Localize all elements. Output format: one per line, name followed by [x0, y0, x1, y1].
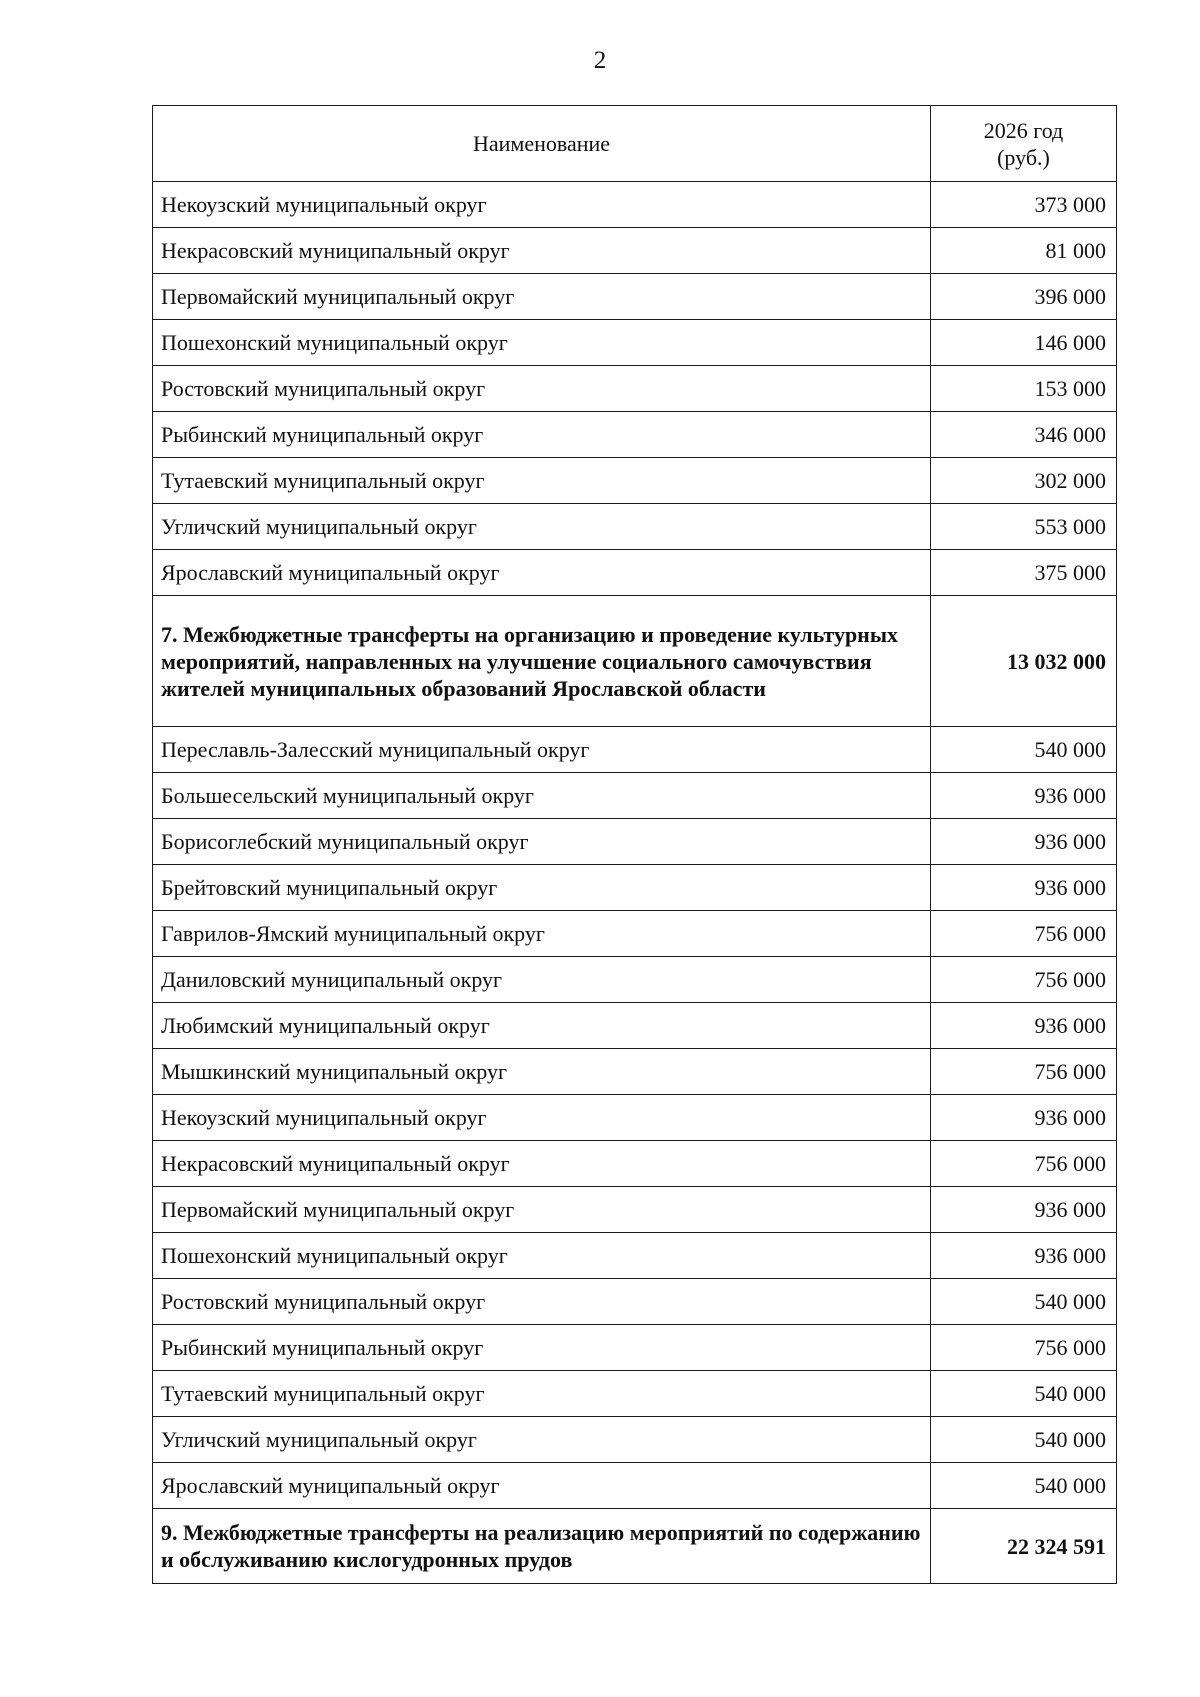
header-year-unit: (руб.) — [997, 144, 1050, 170]
row-name: Любимский муниципальный округ — [153, 1003, 931, 1049]
row-value: 936 000 — [931, 773, 1117, 819]
table-row — [153, 727, 1117, 773]
table-row — [153, 1049, 1117, 1095]
row-value: 756 000 — [931, 957, 1117, 1003]
row-name: Пошехонский муниципальный округ — [153, 320, 931, 366]
table-row — [153, 458, 1117, 504]
row-name: Первомайский муниципальный округ — [153, 1187, 931, 1233]
table-row — [153, 412, 1117, 458]
row-name: Ростовский муниципальный округ — [153, 366, 931, 412]
row-value: 373 000 — [931, 182, 1117, 228]
table-row — [153, 1417, 1117, 1463]
row-value: 396 000 — [931, 274, 1117, 320]
table-row — [153, 1279, 1117, 1325]
row-name: Тутаевский муниципальный округ — [153, 458, 931, 504]
section-row — [153, 596, 1117, 727]
row-value: 936 000 — [931, 1187, 1117, 1233]
row-value: 540 000 — [931, 1371, 1117, 1417]
row-name: Даниловский муниципальный округ — [153, 957, 931, 1003]
section-title: 7. Межбюджетные трансферты на организацию и проведение культурных мероприятий, направленных на улучшение социального самочувствия жителей муниципальных образований Ярославской области — [153, 596, 931, 727]
row-name: Ярославский муниципальный округ — [153, 1463, 931, 1509]
row-value: 756 000 — [931, 911, 1117, 957]
table-row — [153, 819, 1117, 865]
table-row — [153, 1463, 1117, 1509]
row-name: Борисоглебский муниципальный округ — [153, 819, 931, 865]
row-value: 540 000 — [931, 1417, 1117, 1463]
table-row — [153, 1095, 1117, 1141]
row-name: Гаврилов-Ямский муниципальный округ — [153, 911, 931, 957]
row-value: 540 000 — [931, 727, 1117, 773]
row-name: Угличский муниципальный округ — [153, 1417, 931, 1463]
row-name: Ярославский муниципальный округ — [153, 550, 931, 596]
row-name: Некрасовский муниципальный округ — [153, 1141, 931, 1187]
row-name: Пошехонский муниципальный округ — [153, 1233, 931, 1279]
row-value: 346 000 — [931, 412, 1117, 458]
section-total: 13 032 000 — [931, 596, 1117, 727]
row-value: 936 000 — [931, 819, 1117, 865]
table-row — [153, 1003, 1117, 1049]
row-name: Некрасовский муниципальный округ — [153, 228, 931, 274]
section-total: 22 324 591 — [931, 1509, 1117, 1584]
table-row — [153, 1371, 1117, 1417]
row-value: 153 000 — [931, 366, 1117, 412]
budget-table — [152, 105, 1117, 1584]
table-row — [153, 1187, 1117, 1233]
row-name: Рыбинский муниципальный округ — [153, 412, 931, 458]
table-row — [153, 957, 1117, 1003]
row-value: 936 000 — [931, 865, 1117, 911]
table-row — [153, 366, 1117, 412]
row-value: 302 000 — [931, 458, 1117, 504]
table-row — [153, 773, 1117, 819]
row-name: Ростовский муниципальный округ — [153, 1279, 931, 1325]
row-name: Мышкинский муниципальный округ — [153, 1049, 931, 1095]
table-row — [153, 1141, 1117, 1187]
header-year — [931, 106, 1117, 182]
row-value: 936 000 — [931, 1003, 1117, 1049]
row-value: 936 000 — [931, 1095, 1117, 1141]
table-row — [153, 182, 1117, 228]
table-row — [153, 274, 1117, 320]
page-number: 2 — [593, 47, 607, 74]
row-value: 756 000 — [931, 1325, 1117, 1371]
table-row — [153, 1233, 1117, 1279]
row-value: 756 000 — [931, 1141, 1117, 1187]
table-row — [153, 320, 1117, 366]
header-name: Наименование — [153, 106, 931, 182]
row-name: Первомайский муниципальный округ — [153, 274, 931, 320]
table-row — [153, 1325, 1117, 1371]
header-year-label: 2026 год — [983, 117, 1064, 143]
row-name: Угличский муниципальный округ — [153, 504, 931, 550]
section-title: 9. Межбюджетные трансферты на реализацию мероприятий по содержанию и обслуживанию кислогудронных прудов — [153, 1509, 931, 1584]
row-name: Рыбинский муниципальный округ — [153, 1325, 931, 1371]
row-value: 936 000 — [931, 1233, 1117, 1279]
row-value: 540 000 — [931, 1279, 1117, 1325]
row-name: Некоузский муниципальный округ — [153, 182, 931, 228]
row-name: Большесельский муниципальный округ — [153, 773, 931, 819]
row-name: Брейтовский муниципальный округ — [153, 865, 931, 911]
table-row — [153, 911, 1117, 957]
row-name: Переславль-Залесский муниципальный округ — [153, 727, 931, 773]
row-name: Тутаевский муниципальный округ — [153, 1371, 931, 1417]
row-name: Некоузский муниципальный округ — [153, 1095, 931, 1141]
table-header-row — [153, 106, 1117, 182]
row-value: 375 000 — [931, 550, 1117, 596]
row-value: 756 000 — [931, 1049, 1117, 1095]
table-row — [153, 504, 1117, 550]
row-value: 553 000 — [931, 504, 1117, 550]
row-value: 540 000 — [931, 1463, 1117, 1509]
table-row — [153, 550, 1117, 596]
row-value: 81 000 — [931, 228, 1117, 274]
section-row — [153, 1509, 1117, 1584]
table-row — [153, 228, 1117, 274]
table-row — [153, 865, 1117, 911]
row-value: 146 000 — [931, 320, 1117, 366]
